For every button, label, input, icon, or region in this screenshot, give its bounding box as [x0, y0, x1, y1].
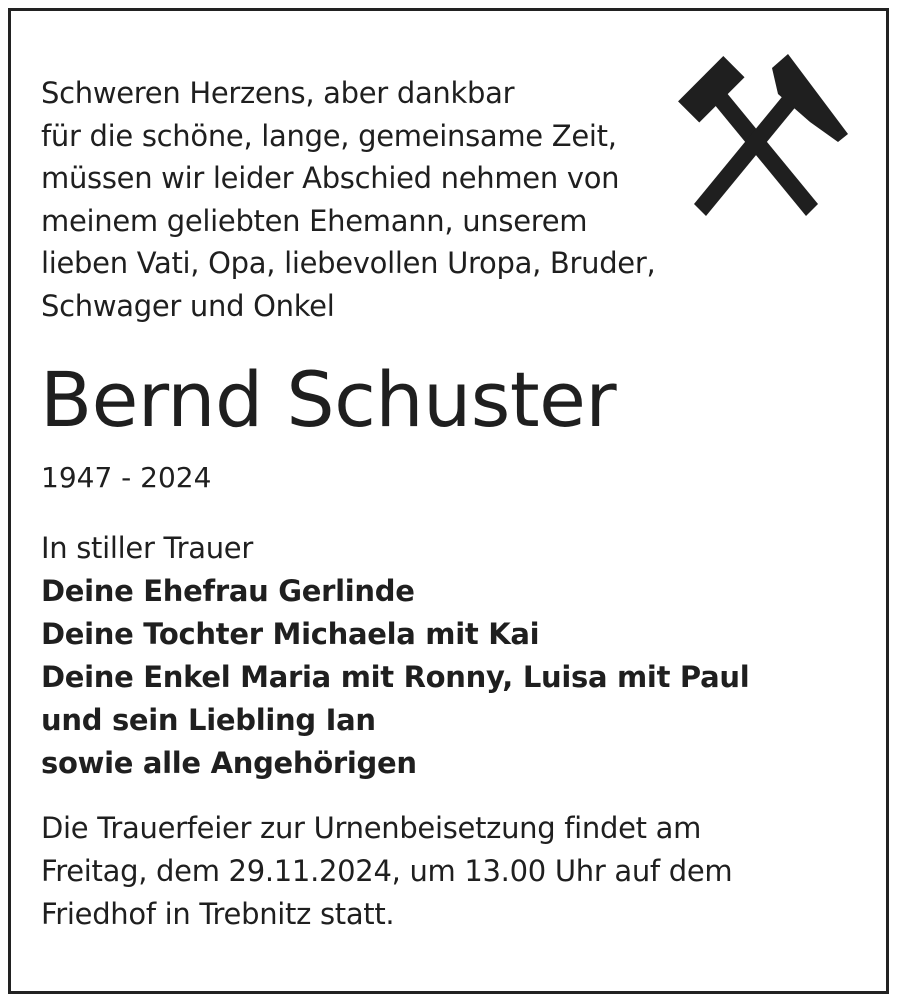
- intro-line: Schweren Herzens, aber dankbar: [41, 76, 515, 110]
- service-line: Friedhof in Trebnitz statt.: [41, 897, 395, 931]
- deceased-name: Bernd Schuster: [40, 355, 617, 444]
- mourners-block: [41, 527, 749, 785]
- intro-line: für die schöne, lange, gemeinsame Zeit,: [41, 118, 617, 153]
- intro-line: lieben Vati, Opa, liebevollen Uropa, Bruder,: [41, 246, 656, 280]
- intro-line: Schwager und Onkel: [41, 288, 335, 323]
- service-notice: [41, 807, 732, 936]
- intro-text: [41, 72, 681, 327]
- service-line: Die Trauerfeier zur Urnenbeisetzung findet am: [41, 811, 702, 845]
- service-line: Freitag, dem 29.11.2024, um 13.00 Uhr auf dem: [41, 854, 733, 888]
- mourner-line: Deine Enkel Maria mit Ronny, Luisa mit Paul: [41, 660, 750, 694]
- mourner-line: und sein Liebling Ian: [41, 703, 376, 737]
- mourner-line: Deine Ehefrau Gerlinde: [41, 574, 415, 608]
- intro-line: müssen wir leider Abschied nehmen von: [41, 161, 620, 195]
- intro-line: meinem geliebten Ehemann, unserem: [41, 203, 588, 238]
- crossed-hammers-icon: [660, 44, 850, 219]
- mourner-line: sowie alle Angehörigen: [41, 746, 417, 780]
- mourner-line: Deine Tochter Michaela mit Kai: [41, 617, 540, 651]
- life-dates: 1947 - 2024: [41, 461, 212, 494]
- mourning-intro: In stiller Trauer: [41, 531, 253, 565]
